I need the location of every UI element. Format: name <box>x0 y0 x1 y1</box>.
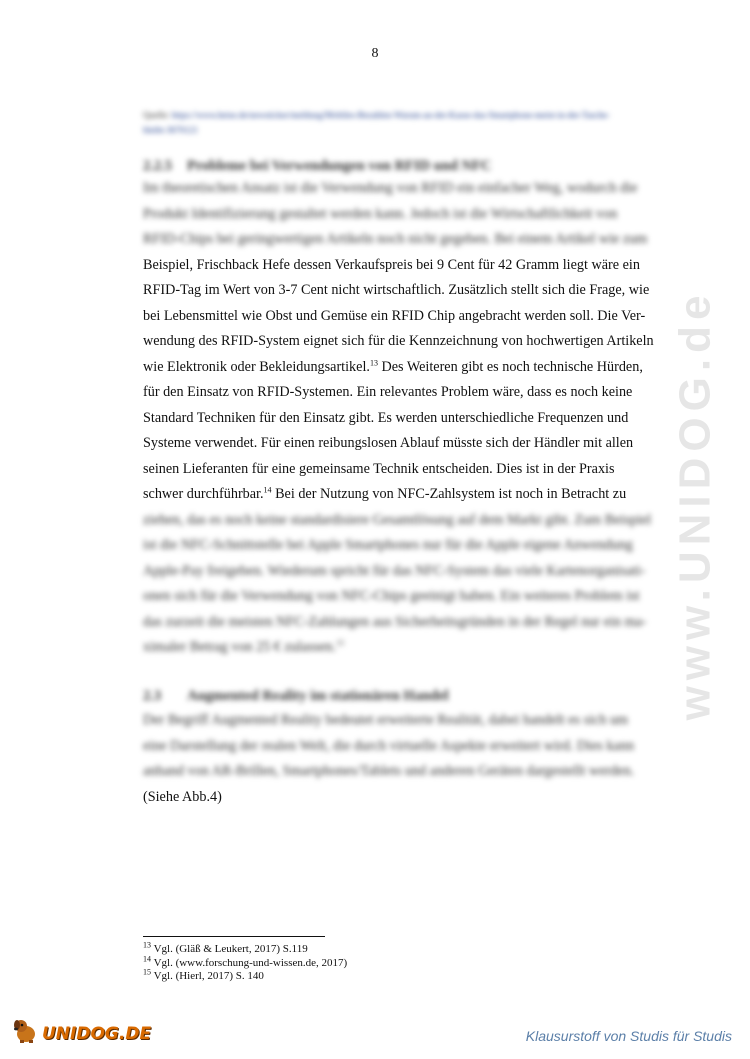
section-2-2-5-body <box>143 176 654 661</box>
text-fragment: ximaler Betrag von 25 € zulassen. <box>143 639 337 655</box>
footnote-15 <box>143 967 347 984</box>
page-number: 8 <box>371 46 379 61</box>
logo-text: UNIDOG.DE <box>42 1023 152 1044</box>
text-fragment: Bei der Nutzung von NFC-Zahlsystem ist noch in Betracht zu <box>275 486 627 502</box>
text-line: bei Lebensmittel wie Obst und Gemüse ein RFID Chip angebracht werden soll. Die Ver- <box>143 307 646 324</box>
footnote-13 <box>143 940 347 957</box>
footnote-ref-14: 14 <box>263 485 272 495</box>
footnote-number: 15 <box>143 967 151 977</box>
footnote-number: 14 <box>143 953 151 963</box>
section-2-3-body <box>143 708 635 810</box>
section-heading-2-3 <box>143 688 449 705</box>
text-line: (Siehe Abb.4) <box>143 788 222 805</box>
footnote-ref-15: 15 <box>336 638 345 648</box>
footnote-number: 13 <box>143 940 151 950</box>
footnote-divider <box>143 936 325 937</box>
text-line: seinen Lieferanten für eine gemeinsame Technik entscheiden. Dies ist in der Praxis <box>143 460 615 477</box>
text-line: RFID-Chips bei geringwertigen Artikeln noch nicht gegeben. Bei einem Artikel wie zum <box>143 231 648 247</box>
text-line <box>143 482 627 508</box>
text-line <box>143 355 643 381</box>
text-line: wendung des RFID-System eignet sich für die Kennzeichnung von hochwertigen Artikeln <box>143 333 654 349</box>
source-citation <box>143 108 613 138</box>
text-line: das zurzeit die meisten NFC-Zahlungen aus Sicherheitsgründen in der Regel nur ein ma- <box>143 613 647 630</box>
text-line: ist die NFC-Schnittstelle bei Apple Smartphones nur für die Apple eigene Anwendung <box>143 537 633 553</box>
footnote-text: Vgl. (Hierl, 2017) S. 140 <box>153 970 264 982</box>
text-line: Produkt Identifizierung gestaltet werden kann. Jedoch ist die Wirtschaftlichkeit von <box>143 205 618 222</box>
section-number: 2.2.5 <box>143 158 172 174</box>
text-line: Im theoretischen Ansatz ist die Verwendung von RFID ein einfacher Weg, wodurch die <box>143 180 638 196</box>
watermark <box>670 280 720 730</box>
source-link[interactable]: https://www.heise.de/newsticker/meldung/Mobiles-Bezahlen-Warum-an-der-Kasse-das-Smartphone-meist-in-der-Tasche-bleibt-3670121 <box>143 110 610 135</box>
text-line: anhand von AR-Brillen, Smartphones/Tablets und anderen Geräten dargestellt werden. <box>143 763 635 779</box>
text-line: onen sich für die Verwendung von NFC-Chips geeinigt haben. Ein weiteres Problem ist <box>143 588 640 604</box>
text-line: RFID-Tag im Wert von 3-7 Cent nicht wirtschaftlich. Zusätzlich stellt sich die Frage, wie <box>143 282 650 298</box>
text-fragment: schwer durchführbar. <box>143 486 264 502</box>
text-line: für den Einsatz von RFID-Systemen. Ein relevantes Problem wäre, dass es noch keine <box>143 384 633 400</box>
unidog-logo[interactable] <box>12 1018 151 1049</box>
footnotes <box>143 940 348 984</box>
slogan: Klausurstoff von Studis für Studis <box>525 1028 732 1044</box>
section-number: 2.3 <box>143 688 162 704</box>
footnote-ref-13: 13 <box>369 357 378 367</box>
watermark-text: www.UNIDOG.de <box>670 289 719 721</box>
section-heading-2-2-5 <box>143 158 491 175</box>
text-line: Der Begriff Augmented Reality bedeutet erweiterte Realität, dabei handelt es sich um <box>143 712 629 728</box>
source-label: Quelle: <box>143 110 170 120</box>
section-title: Probleme bei Verwendungen von RFID und NFC <box>187 158 492 174</box>
text-fragment: Des Weiteren gibt es noch technische Hürden, <box>381 358 643 375</box>
section-title: Augmented Reality im stationären Handel <box>187 688 449 704</box>
text-line: Standard Techniken für den Einsatz gibt. Es werden unterschiedliche Frequenzen und <box>143 409 629 426</box>
footnote-14 <box>143 953 348 971</box>
text-line: Apple-Pay freigeben. Wiederum spricht für das NFC-System das viele Kartenorganisati- <box>143 562 646 579</box>
dog-icon <box>12 1018 40 1049</box>
text-fragment: wie Elektronik oder Bekleidungsartikel. <box>143 358 370 375</box>
text-line: eine Darstellung der realen Welt, die durch virtuelle Aspekte erweitert wird. Dies kann <box>143 737 635 754</box>
text-line: ziehen, das es noch keine standardisiere Gesamtlösung auf dem Markt gibt. Zum Beispiel <box>143 511 652 528</box>
text-line <box>143 635 608 661</box>
footnote-text: Vgl. (Gläß & Leukert, 2017) S.119 <box>153 943 308 955</box>
footnote-text: Vgl. (www.forschung-und-wissen.de, 2017) <box>153 956 348 969</box>
text-line: Systeme verwendet. Für einen reibungslosen Ablauf müsste sich der Händler mit allen <box>143 435 634 451</box>
text-line: Beispiel, Frischback Hefe dessen Verkaufspreis bei 9 Cent für 42 Gramm liegt wäre ein <box>143 256 640 273</box>
